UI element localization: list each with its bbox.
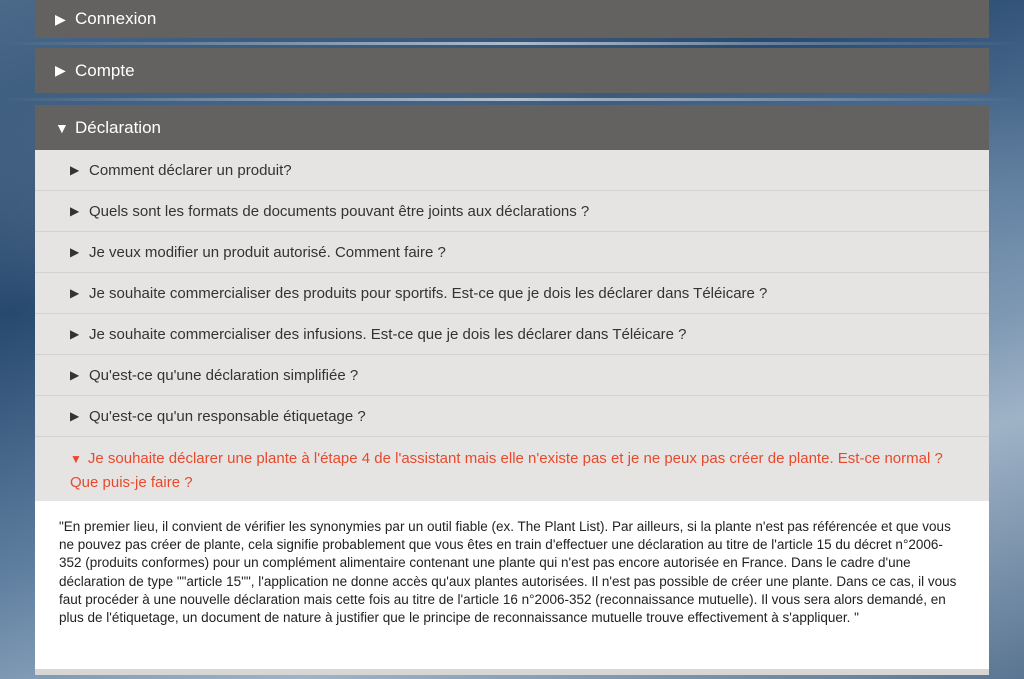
section-title: Compte xyxy=(75,60,135,80)
expand-arrow-icon: ▶ xyxy=(70,409,80,423)
faq-question-list xyxy=(35,150,989,501)
question-text: Je souhaite commercialiser des produits pour sportifs. Est-ce que je dois les déclarer dans Téléicare ? xyxy=(89,284,768,302)
section-title: Connexion xyxy=(75,9,157,28)
section-header-compte[interactable] xyxy=(35,48,989,93)
faq-answer xyxy=(35,501,989,669)
faq-question[interactable] xyxy=(35,191,989,232)
question-text: Qu'est-ce qu'une déclaration simplifiée ? xyxy=(89,366,359,384)
section-header-connexion[interactable] xyxy=(35,0,989,38)
expand-arrow-icon: ▶ xyxy=(70,245,80,259)
question-text: Comment déclarer un produit? xyxy=(89,161,292,179)
faq-question[interactable] xyxy=(35,314,989,355)
answer-text: "En premier lieu, il convient de vérifier les synonymies par un outil fiable (ex. The Plant List). Par ailleurs, si la plante n'est pas référencée et que vous ne pouvez pas créer de plante, cela signifie probablement que vous êtes en train d'effectuer une déclaration au titre de l'article 15 du décret n°2006-352 (produits conformes) pour un complément alimentaire contenant une plante qui n'est pas encore autorisée en France. Dans le cadre d'une déclaration de type ""article 15"", l'application ne donne accès qu'aux plantes autorisées. Il n'est pas possible de créer une plante. Dans ce cas, il vous faut procéder à une nouvelle déclaration mais cette fois au titre de l'article 16 n°2006-352 (reconnaissance mutuelle). Il vous sera alors demandé, en plus de l'étiquetage, un document de nature à justifier que le principe de reconnaissance mutuelle trouve effectivement à s'appliquer. " xyxy=(59,519,957,626)
faq-question-open[interactable] xyxy=(35,437,989,501)
faq-question[interactable] xyxy=(35,150,989,191)
next-section-edge xyxy=(35,669,989,675)
question-text: Je veux modifier un produit autorisé. Comment faire ? xyxy=(89,243,446,261)
question-text: Je souhaite commercialiser des infusions. Est-ce que je dois les déclarer dans Téléicare ? xyxy=(89,325,687,343)
section-title: Déclaration xyxy=(75,117,161,137)
expand-arrow-icon: ▶ xyxy=(70,204,80,218)
question-text: Qu'est-ce qu'un responsable étiquetage ? xyxy=(89,407,366,425)
section-header-declaration[interactable] xyxy=(35,105,989,150)
faq-question[interactable] xyxy=(35,273,989,314)
question-text: Je souhaite déclarer une plante à l'étape 4 de l'assistant mais elle n'existe pas et je ne peux pas créer de plante. Est-ce normal ? Que puis-je faire ? xyxy=(70,450,943,491)
collapse-arrow-icon: ▼ xyxy=(70,452,82,466)
expand-arrow-icon: ▶ xyxy=(55,10,66,27)
question-text: Quels sont les formats de documents pouvant être joints aux déclarations ? xyxy=(89,202,590,220)
faq-question[interactable] xyxy=(35,355,989,396)
faq-question[interactable] xyxy=(35,396,989,437)
faq-question[interactable] xyxy=(35,232,989,273)
expand-arrow-icon: ▶ xyxy=(70,327,80,341)
expand-arrow-icon: ▶ xyxy=(70,368,80,382)
expand-arrow-icon: ▶ xyxy=(70,286,80,300)
collapse-arrow-icon: ▼ xyxy=(55,119,69,136)
faq-accordion xyxy=(35,0,989,675)
expand-arrow-icon: ▶ xyxy=(70,163,80,177)
expand-arrow-icon: ▶ xyxy=(55,62,66,78)
